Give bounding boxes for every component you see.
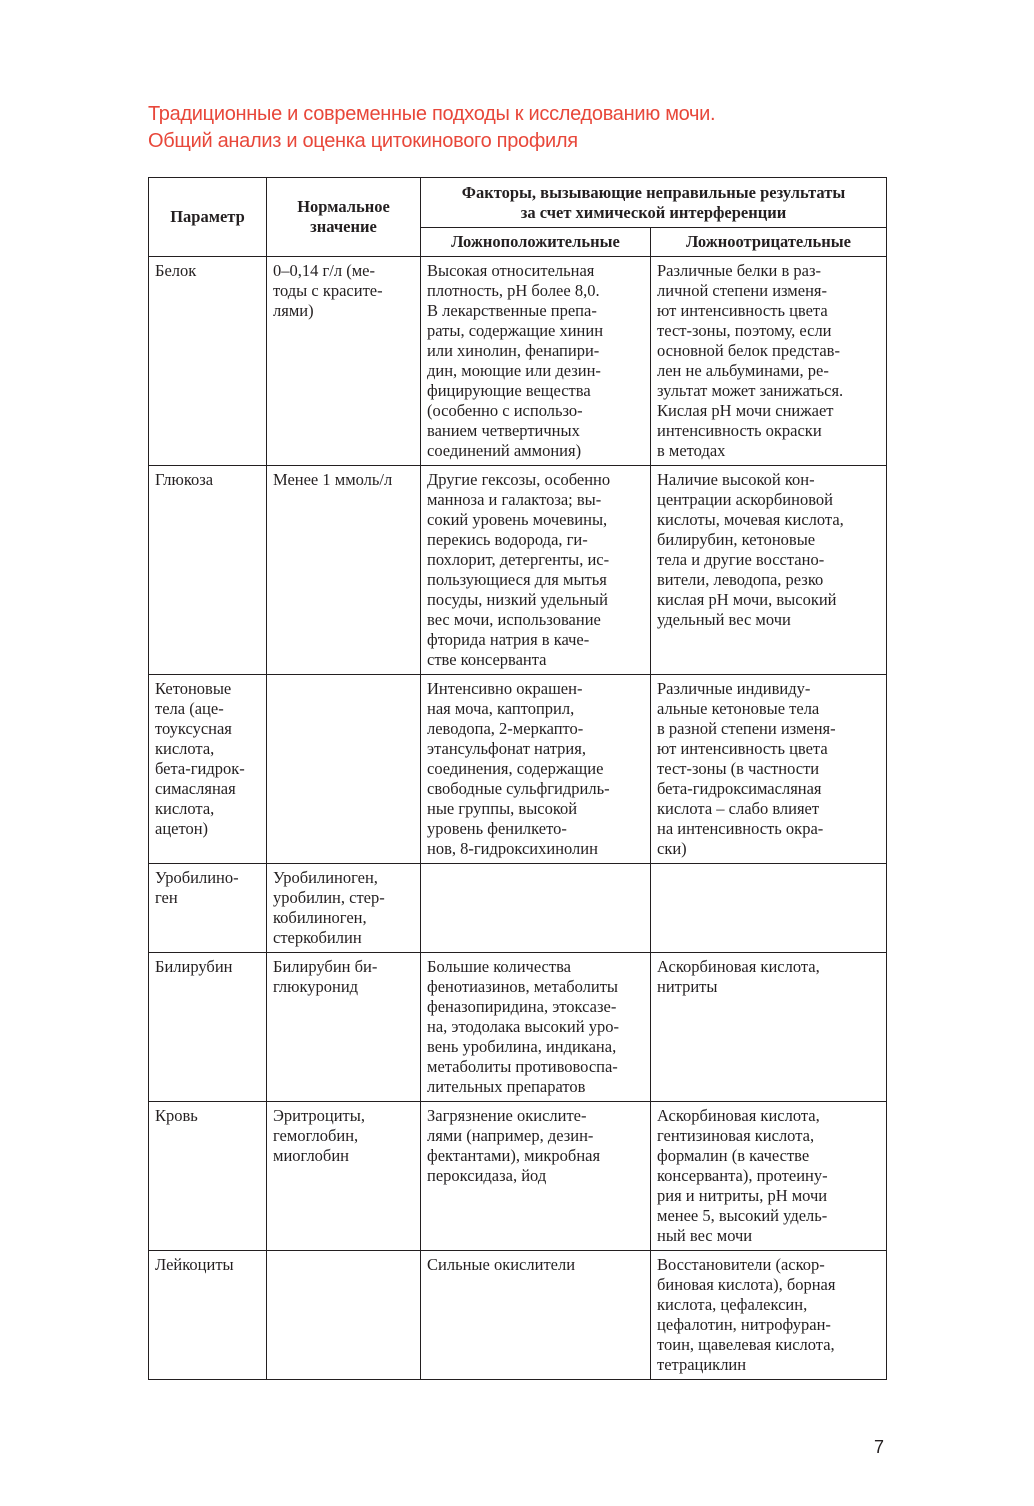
table-row — [149, 953, 887, 1102]
cell-false-positive — [421, 864, 651, 953]
table-row — [149, 1251, 887, 1380]
cell-normal-value: Менее 1 ммоль/л — [267, 466, 421, 675]
cell-false-positive: Сильные окислители — [421, 1251, 651, 1380]
running-header-line-1: Традиционные и современные подходы к исследованию мочи. — [148, 103, 716, 125]
header-false-negative: Ложноотрицательные — [651, 228, 887, 257]
header-false-positive: Ложноположительные — [421, 228, 651, 257]
cell-parameter: Белок — [149, 257, 267, 466]
cell-normal-value — [267, 675, 421, 864]
cell-normal-value: Эритроциты, гемоглобин, миоглобин — [267, 1102, 421, 1251]
cell-normal-value: Билирубин би- глюкуронид — [267, 953, 421, 1102]
table-row — [149, 864, 887, 953]
header-interference-factors: Факторы, вызывающие неправильные результаты за счет химической интерференции — [421, 178, 887, 228]
cell-parameter: Кровь — [149, 1102, 267, 1251]
table-row — [149, 257, 887, 466]
cell-false-negative — [651, 864, 887, 953]
cell-false-positive: Высокая относительная плотность, pH более 8,0. В лекарственные препа- раты, содержащие хинин или хинолин, фенапири- дин, моющие или дезин- фицирующие вещества (особенно с использо- ванием четвертичных соединений аммония) — [421, 257, 651, 466]
cell-false-negative: Аскорбиновая кислота, нитриты — [651, 953, 887, 1102]
cell-false-positive: Другие гексозы, особенно манноза и галактоза; вы- сокий уровень мочевины, перекись водорода, ги- похлорит, детергенты, ис- пользующиеся для мытья посуды, низкий удельный вес мочи, использование фторида натрия в каче- стве консерванта — [421, 466, 651, 675]
cell-parameter: Уробилино- ген — [149, 864, 267, 953]
table-row — [149, 466, 887, 675]
header-parameter: Параметр — [149, 178, 267, 257]
cell-normal-value — [267, 1251, 421, 1380]
cell-false-negative: Различные индивиду- альные кетоновые тела в разной степени изменя- ют интенсивность цвета тест-зоны (в частности бета-гидроксимасляная кислота – слабо влияет на интенсивность окра- ски) — [651, 675, 887, 864]
table-row — [149, 675, 887, 864]
cell-false-positive: Большие количества фенотиазинов, метаболиты феназопиридина, этоксазе- на, этодолака высокий уро- вень уробилина, индикана, метаболиты противовоспа- лительных препаратов — [421, 953, 651, 1102]
cell-false-negative: Восстановители (аскор- биновая кислота), борная кислота, цефалексин, цефалотин, нитрофуран- тоин, щавелевая кислота, тетрациклин — [651, 1251, 887, 1380]
running-header — [148, 101, 908, 155]
cell-parameter: Билирубин — [149, 953, 267, 1102]
cell-parameter: Кетоновые тела (аце- тоуксусная кислота, бета-гидрок- симасляная кислота, ацетон) — [149, 675, 267, 864]
cell-false-positive: Интенсивно окрашен- ная моча, каптоприл, леводопа, 2-меркапто- этансульфонат натрия, соединения, содержащие свободные сульфгидриль- ные группы, высокой уровень фенилкето- нов, 8-гидроксихинолин — [421, 675, 651, 864]
running-header-line-2: Общий анализ и оценка цитокинового профиля — [148, 130, 578, 152]
cell-parameter: Глюкоза — [149, 466, 267, 675]
cell-false-negative: Аскорбиновая кислота, гентизиновая кислота, формалин (в качестве консерванта), протеину- рия и нитриты, pH мочи менее 5, высокий удель- ный вес мочи — [651, 1102, 887, 1251]
cell-false-negative: Различные белки в раз- личной степени изменя- ют интенсивность цвета тест-зоны, поэтому, если основной белок представ- лен не альбуминами, ре- зультат может занижаться. Кислая pH мочи снижает интенсивность окраски в методах — [651, 257, 887, 466]
cell-parameter: Лейкоциты — [149, 1251, 267, 1380]
urinalysis-interference-table — [148, 177, 887, 1380]
cell-normal-value: 0–0,14 г/л (ме- тоды с красите- лями) — [267, 257, 421, 466]
page-number: 7 — [874, 1437, 885, 1457]
header-normal-value: Нормальное значение — [267, 178, 421, 257]
cell-false-positive: Загрязнение окислите- лями (например, дезин- фектантами), микробная пероксидаза, йод — [421, 1102, 651, 1251]
cell-normal-value: Уробилиноген, уробилин, стер- кобилиноген, стеркобилин — [267, 864, 421, 953]
cell-false-negative: Наличие высокой кон- центрации аскорбиновой кислоты, мочевая кислота, билирубин, кетоновые тела и другие восстано- вители, леводопа, резко кислая pH мочи, высокий удельный вес мочи — [651, 466, 887, 675]
table-row — [149, 1102, 887, 1251]
